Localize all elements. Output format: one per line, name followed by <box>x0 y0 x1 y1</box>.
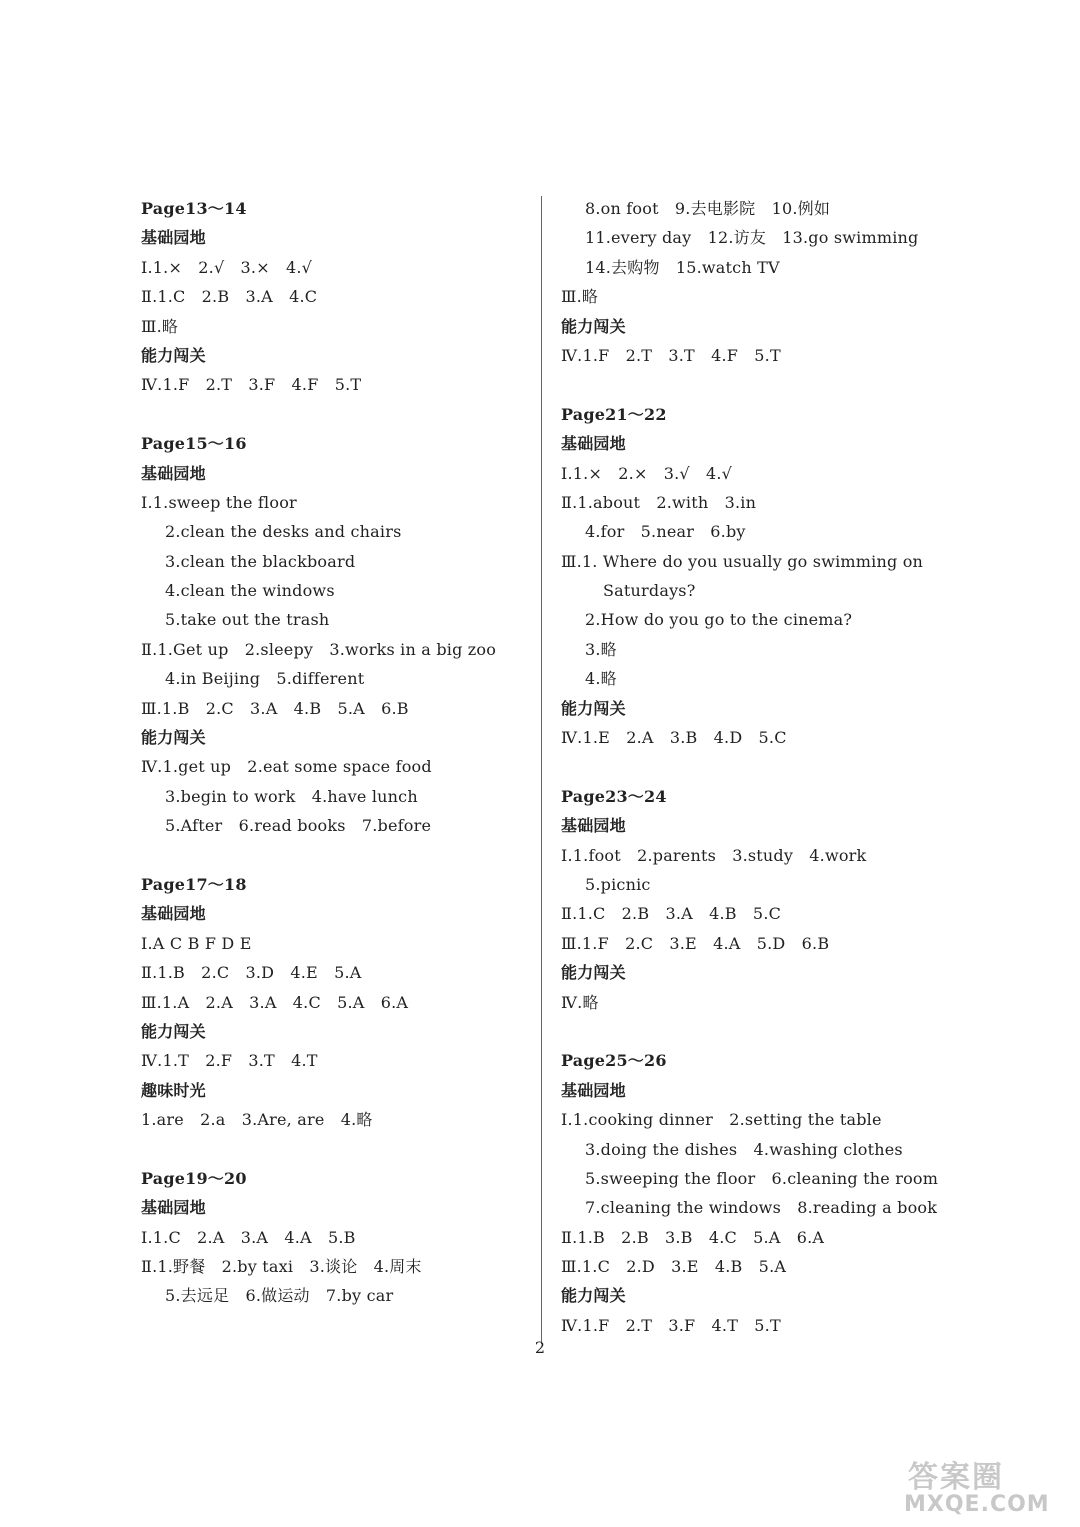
section-heading: 基础园地 <box>561 816 626 836</box>
answer-line: 4.for 5.near 6.by <box>585 522 746 542</box>
right-column <box>561 194 961 1340</box>
answer-line: Ⅳ.1.get up 2.eat some space food <box>141 757 432 777</box>
answer-line: Ⅱ.1.C 2.B 3.A 4.C <box>141 287 318 307</box>
answer-line: 7.cleaning the windows 8.reading a book <box>585 1198 938 1218</box>
answer-line: Ⅱ.1.C 2.B 3.A 4.B 5.C <box>561 904 782 924</box>
answer-line: Ⅰ.A C B F D E <box>141 933 252 953</box>
answer-line: Ⅲ.1.F 2.C 3.E 4.A 5.D 6.B <box>561 933 830 953</box>
section-heading: 能力闯关 <box>561 698 626 718</box>
answer-line: Ⅱ.1.about 2.with 3.in <box>561 492 757 512</box>
section-heading: 基础园地 <box>141 228 206 248</box>
answer-line: 8.on foot 9.去电影院 10.例如 <box>585 199 831 218</box>
section-heading: 基础园地 <box>561 1080 626 1100</box>
section-heading: 能力闯关 <box>561 316 626 336</box>
answer-line: 11.every day 12.访友 13.go swimming <box>585 228 919 248</box>
answer-line: Ⅱ.1.B 2.C 3.D 4.E 5.A <box>141 963 362 983</box>
answer-line: Ⅰ.1.cooking dinner 2.setting the table <box>561 1110 882 1130</box>
answer-line: 3.begin to work 4.have lunch <box>165 786 418 806</box>
answer-line: Ⅰ.1.C 2.A 3.A 4.A 5.B <box>141 1227 356 1247</box>
answer-line: 3.doing the dishes 4.washing clothes <box>585 1139 903 1159</box>
answer-line: Ⅳ.1.E 2.A 3.B 4.D 5.C <box>561 728 787 748</box>
answer-line: 2.How do you go to the cinema? <box>585 610 853 630</box>
answer-line: Ⅳ.1.F 2.T 3.F 4.F 5.T <box>141 375 362 395</box>
section-heading: 基础园地 <box>141 463 206 483</box>
column-divider <box>541 196 542 1344</box>
answer-line: 5.After 6.read books 7.before <box>165 816 432 836</box>
answer-line: Ⅲ.1. Where do you usually go swimming on <box>561 551 924 571</box>
answer-line: 4.略 <box>585 669 617 689</box>
answer-line: 3.略 <box>585 639 617 659</box>
answer-line: 14.去购物 15.watch TV <box>585 257 780 277</box>
page-range-heading: Page25～26 <box>561 1051 667 1071</box>
answer-line: Saturdays? <box>603 581 696 601</box>
answer-line: Ⅲ.略 <box>141 316 179 336</box>
section-heading: 趣味时光 <box>141 1080 206 1100</box>
answer-line: 1.are 2.a 3.Are, are 4.略 <box>141 1110 373 1130</box>
answer-line: Ⅲ.1.A 2.A 3.A 4.C 5.A 6.A <box>141 992 409 1012</box>
watermark-top-text: 答案圈 <box>908 1460 1004 1495</box>
answer-line: Ⅰ.1.× 2.× 3.√ 4.√ <box>561 463 733 483</box>
section-heading: 基础园地 <box>141 1198 206 1218</box>
answer-line: Ⅲ.1.C 2.D 3.E 4.B 5.A <box>561 1257 787 1277</box>
left-column <box>141 194 541 1311</box>
section-heading: 能力闯关 <box>561 1286 626 1306</box>
page-range-heading: Page21～22 <box>561 404 667 424</box>
answer-line: Ⅳ.1.T 2.F 3.T 4.T <box>141 1051 318 1071</box>
answer-line: Ⅲ.略 <box>561 287 599 307</box>
section-heading: 基础园地 <box>561 434 626 454</box>
page-range-heading: Page15～16 <box>141 434 247 454</box>
answer-line: Ⅳ.略 <box>561 992 599 1012</box>
answer-line: 5.take out the trash <box>165 610 330 630</box>
answer-line: Ⅰ.1.× 2.√ 3.× 4.√ <box>141 257 313 277</box>
answer-line: Ⅳ.1.F 2.T 3.T 4.F 5.T <box>561 345 781 365</box>
answer-line: Ⅲ.1.B 2.C 3.A 4.B 5.A 6.B <box>141 698 409 718</box>
answer-line: 3.clean the blackboard <box>165 551 356 571</box>
answer-line: 4.clean the windows <box>165 581 335 601</box>
answer-line: Ⅰ.1.foot 2.parents 3.study 4.work <box>561 845 867 865</box>
answer-line: Ⅱ.1.Get up 2.sleepy 3.works in a big zoo <box>141 639 497 659</box>
section-heading: 基础园地 <box>141 904 206 924</box>
section-heading: 能力闯关 <box>141 728 206 748</box>
section-heading: 能力闯关 <box>561 963 626 983</box>
page-number: 2 <box>534 1338 546 1357</box>
answer-line: 5.去远足 6.做运动 7.by car <box>165 1286 394 1306</box>
page-range-heading: Page13～14 <box>141 199 247 218</box>
watermark-logo <box>900 1452 1070 1520</box>
answer-line: Ⅰ.1.sweep the floor <box>141 492 297 512</box>
answer-line: 4.in Beijing 5.different <box>165 669 365 689</box>
answer-line: Ⅳ.1.F 2.T 3.F 4.T 5.T <box>561 1315 781 1335</box>
page-range-heading: Page19～20 <box>141 1168 247 1188</box>
answer-line: Ⅱ.1.野餐 2.by taxi 3.谈论 4.周末 <box>141 1257 422 1277</box>
watermark-bottom-text: MXQE.COM <box>904 1492 1050 1517</box>
answer-line: Ⅱ.1.B 2.B 3.B 4.C 5.A 6.A <box>561 1227 825 1247</box>
section-heading: 能力闯关 <box>141 345 206 365</box>
answer-line: 2.clean the desks and chairs <box>165 522 402 542</box>
section-heading: 能力闯关 <box>141 1021 206 1041</box>
answer-line: 5.picnic <box>585 874 651 894</box>
answer-line: 5.sweeping the floor 6.cleaning the room <box>585 1168 939 1188</box>
page-range-heading: Page23～24 <box>561 786 667 806</box>
page-range-heading: Page17～18 <box>141 874 247 894</box>
